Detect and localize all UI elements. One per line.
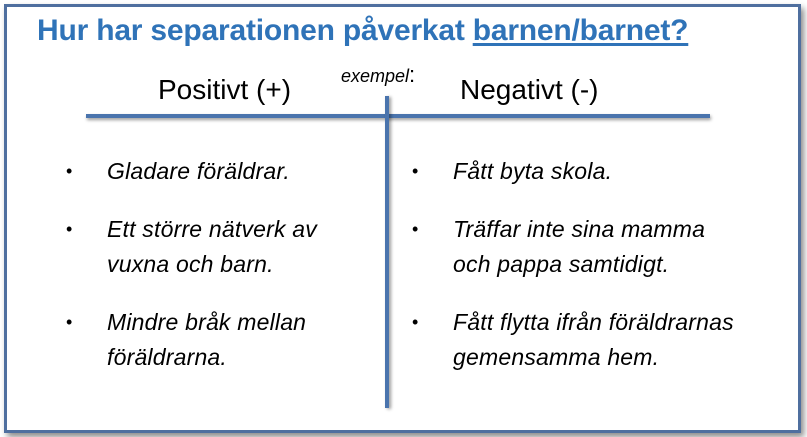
- example-annotation: [341, 62, 415, 88]
- item-line: Fått byta skola.: [453, 158, 613, 184]
- bullet-icon: •: [412, 161, 419, 181]
- bullet-icon: •: [66, 219, 73, 239]
- example-colon: :: [409, 62, 416, 87]
- item-line: Fått flytta ifrån föräldrarnas: [453, 309, 734, 335]
- item-line: Ett större nätverk av: [107, 216, 317, 242]
- list-item: [412, 212, 705, 282]
- item-line: Mindre bråk mellan: [107, 309, 307, 335]
- slide-title: [37, 14, 688, 48]
- list-item: [66, 212, 317, 282]
- list-item: [66, 305, 306, 375]
- list-item: [412, 305, 734, 375]
- negative-heading: Negativt (-): [460, 74, 599, 105]
- bullet-icon: •: [412, 312, 419, 332]
- vertical-divider: [385, 96, 389, 408]
- horizontal-divider: [86, 114, 710, 118]
- list-item: [66, 154, 290, 189]
- bullet-icon: •: [412, 219, 419, 239]
- title-main: Hur har separationen påverkat: [37, 14, 465, 47]
- item-line: Gladare föräldrar.: [107, 158, 290, 184]
- example-word: exempel: [341, 66, 410, 86]
- bullet-icon: •: [66, 312, 73, 332]
- item-line: vuxna och barn.: [107, 251, 274, 277]
- item-line: och pappa samtidigt.: [453, 251, 670, 277]
- item-line: Träffar inte sina mamma: [453, 216, 706, 242]
- item-line: föräldrarna.: [107, 344, 228, 370]
- positive-heading: Positivt (+): [158, 74, 292, 105]
- list-item: [412, 154, 612, 189]
- title-underlined: barnen/barnet?: [472, 14, 689, 47]
- item-line: gemensamma hem.: [453, 344, 660, 370]
- bullet-icon: •: [66, 161, 73, 181]
